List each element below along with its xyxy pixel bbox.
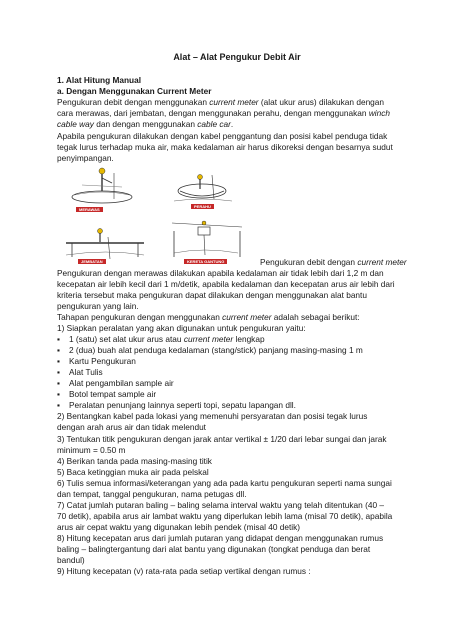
- bullet-marker: ▪: [57, 378, 60, 388]
- paragraph-line: tegak lurus terhadap muka air, maka kedalaman air harus dikoreksi dengan besarnya sudut: [57, 142, 393, 152]
- bullet-marker: ▪: [57, 367, 60, 377]
- step-item: minimum = 0.50 m: [57, 445, 126, 455]
- step-item: 3) Tentukan titik pengukuran dengan jarak antar vertikal ± 1/20 dari lebar sungai dan jarak: [57, 434, 387, 444]
- bullet-marker: ▪: [57, 389, 60, 399]
- step-item: 6) Tulis semua informasi/keterangan yang ada pada kartu pengukuran seperti nama sungai: [57, 478, 392, 488]
- step-item: 9) Hitung kecepatan (v) rata-rata pada setiap vertikal dengan rumus :: [57, 566, 311, 576]
- paragraph-line: cable way dan dengan menggunakan cable car.: [57, 119, 234, 129]
- kereta-gantung-sketch: [172, 221, 242, 257]
- bullet-marker: ▪: [57, 345, 60, 355]
- paragraph-line: pengukuran yang lain.: [57, 301, 139, 311]
- subsection-heading: a. Dengan Menggunakan Current Meter: [57, 86, 212, 96]
- step-item: 7) Catat jumlah putaran baling – baling selama interval waktu yang telah ditentukan (40 –: [57, 500, 385, 510]
- step-item: arus air cepat waktu yang digunakan lebih pendek (misal 40 detik): [57, 522, 301, 532]
- list-item: Alat pengambilan sample air: [69, 378, 174, 388]
- paragraph-line: kecepatan air lebih kecil dari 1 m/detik, apabila kedalaman dan kecepatan arus air lebih dari: [57, 279, 395, 289]
- list-item: Kartu Pengukuran: [69, 356, 136, 366]
- step-item: dengan arah arus air dan tidak melendut: [57, 422, 206, 432]
- figure-label: KERETA GANTUNG: [184, 259, 227, 264]
- figure-label: JEMBATAN: [78, 259, 106, 264]
- bullet-marker: ▪: [57, 400, 60, 410]
- paragraph-line: cara merawas, dari jembatan, dengan menggunakan perahu, dengan menggunakan winch: [57, 108, 391, 118]
- figure-caption: Pengukuran debit dengan current meter: [260, 257, 407, 267]
- document-title: Alat – Alat Pengukur Debit Air: [173, 52, 301, 62]
- figure-label: MERAWAS: [76, 207, 103, 212]
- step-item: 70 detik), apabila arus air lambat waktu yang diperlukan lebih lama (misal 70 detik), apabila: [57, 511, 393, 521]
- figure-label: PERAHU: [191, 204, 214, 209]
- paragraph-line: penyimpangan.: [57, 153, 114, 163]
- step-item: 5) Baca ketinggian muka air pada pelskal: [57, 467, 209, 477]
- list-item: 1 (satu) set alat ukur arus atau current meter lengkap: [69, 334, 265, 344]
- paragraph-line: Pengukuran dengan merawas dilakukan apabila kedalaman air tidak lebih dari 1,2 m dan: [57, 268, 384, 278]
- step-item: bandul): [57, 555, 85, 565]
- step-item: 4) Berikan tanda pada masing-masing titik: [57, 456, 212, 466]
- merawas-sketch: [72, 168, 132, 203]
- section-heading: 1. Alat Hitung Manual: [57, 75, 142, 85]
- jembatan-sketch: [66, 229, 144, 260]
- bullet-marker: ▪: [57, 334, 60, 344]
- paragraph-line: kriteria tersebut maka pengukuran dapat dilakukan dengan menggunakan alat bantu: [57, 290, 367, 300]
- step-item: 1) Siapkan peralatan yang akan digunakan untuk pengukuran yaitu:: [57, 323, 306, 333]
- current-meter-figure: [62, 165, 262, 265]
- list-item: 2 (dua) buah alat penduga kedalaman (stang/stick) panjang masing-masing 1 m: [69, 345, 363, 355]
- paragraph-line: Tahapan pengukuran dengan menggunakan current meter adalah sebagai berikut:: [57, 312, 360, 322]
- list-item: Alat Tulis: [69, 367, 103, 377]
- paragraph-line: Apabila pengukuran dilakukan dengan kabel penggantung dan posisi kabel penduga tidak: [57, 131, 388, 141]
- bullet-marker: ▪: [57, 356, 60, 366]
- step-item: 8) Hitung kecepatan arus dari jumlah putaran yang didapat dengan menggunakan rumus: [57, 533, 384, 543]
- perahu-sketch: [174, 175, 232, 202]
- list-item: Peralatan penunjang lainnya seperti topi, sepatu lapangan dll.: [69, 400, 296, 410]
- step-item: baling – balingtergantung dari alat bantu yang digunakan (tongkat penduga dan berat: [57, 544, 371, 554]
- step-item: 2) Bentangkan kabel pada lokasi yang memenuhi persyaratan dan posisi tegak lurus: [57, 411, 368, 421]
- list-item: Botol tempat sample air: [69, 389, 157, 399]
- paragraph-line: Pengukuran debit dengan menggunakan current meter (alat ukur arus) dilakukan dengan: [57, 97, 385, 107]
- step-item: dan tempat, tanggal pengukuran, nama petugas dll.: [57, 489, 247, 499]
